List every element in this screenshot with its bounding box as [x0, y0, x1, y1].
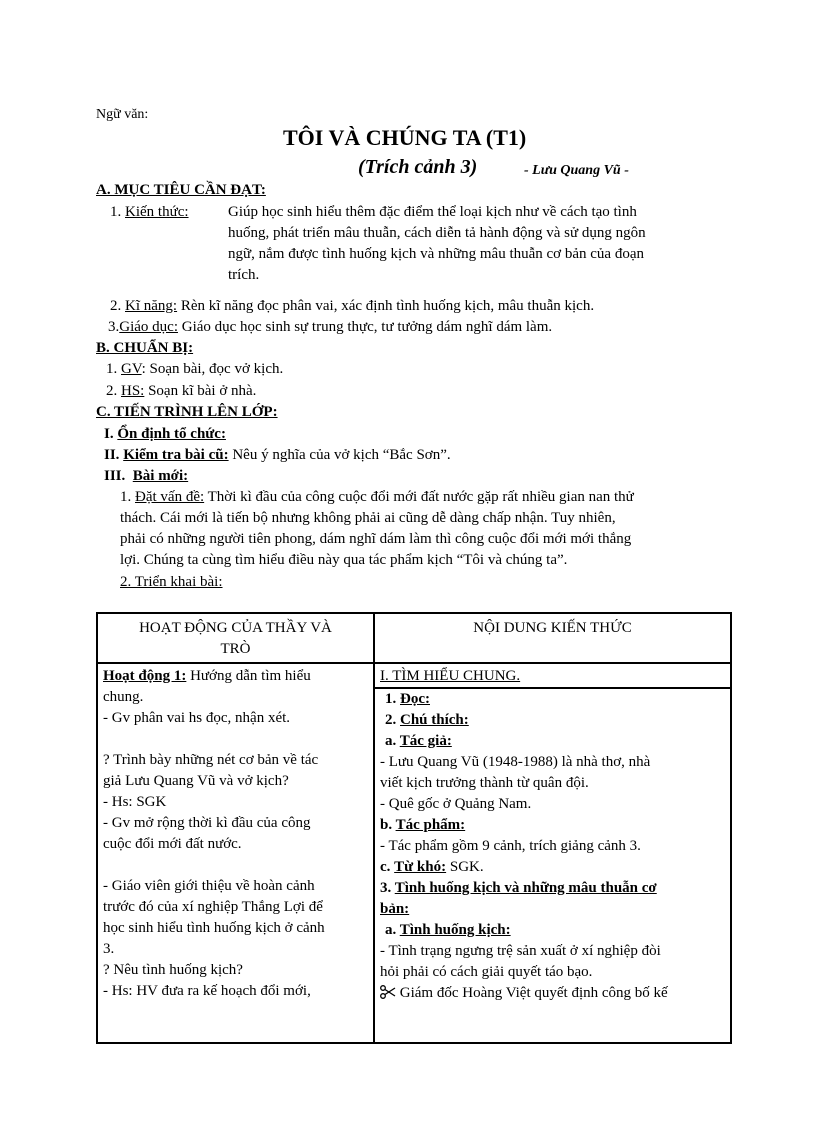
step-two-label: Kiểm tra bài cũ: [123, 447, 229, 463]
step-two-number: II. [104, 447, 120, 463]
step-one-number: I. [104, 426, 114, 442]
intro-line-4: lợi. Chúng ta cùng tìm hiểu điều này qua tác phẩm kịch “Tôi và chúng ta”. [120, 552, 568, 568]
section-a-heading [96, 180, 266, 201]
content-situation-heading: Tình huống kịch và những mâu thuẫn cơ [394, 880, 657, 896]
activity-1-text: Hướng dẫn tìm hiểu [190, 668, 311, 684]
intro-label: Đặt vấn đề: [135, 489, 205, 505]
content-section-title: I. TÌM HIỂU CHUNG. [380, 668, 521, 684]
objective-knowledge-line-1: Giúp học sinh hiểu thêm đặc điểm thể loại kịch như về cách tạo tình [228, 204, 637, 220]
content-author-heading: Tác giả: [399, 733, 452, 749]
content-line: - Lưu Quang Vũ (1948-1988) là nhà thơ, nhà [380, 754, 651, 770]
step-one [104, 424, 226, 445]
activity-line: - Hs: SGK [103, 794, 167, 810]
prep-student-number: 2. [106, 383, 118, 399]
activity-line: cuộc đổi mới đất nước. [103, 836, 242, 852]
content-num: c. [380, 859, 391, 875]
activity-line: học sinh hiểu tình huống kịch ở cảnh [103, 920, 325, 936]
content-cell [374, 663, 731, 1043]
objective-skill-label: Kĩ năng: [125, 298, 178, 314]
activity-1-label: Hoạt động 1: [103, 668, 187, 684]
objective-education-label: Giáo dục: [119, 319, 178, 335]
step-one-label: Ổn định tổ chức: [117, 426, 226, 442]
deploy-label: 2. Triển khai bài: [120, 574, 223, 590]
content-num: 1. [385, 691, 397, 707]
content-line: - Quê gốc ở Quảng Nam. [380, 796, 532, 812]
lesson-subtitle: (Trích cảnh 3) [358, 156, 478, 178]
objective-education-number: 3. [108, 319, 120, 335]
section-c-heading [96, 402, 278, 423]
intro-line-1 [120, 487, 634, 508]
activities-cell [97, 663, 374, 1043]
content-glossary-text: SGK. [449, 859, 484, 875]
content-dramatic-situation: Tình huống kịch: [399, 922, 511, 938]
scissors-icon [380, 983, 396, 1004]
activity-line: - Hs: HV đưa ra kế hoạch đổi mới, [103, 983, 311, 999]
content-num: 3. [380, 880, 392, 896]
lesson-title: TÔI VÀ CHÚNG TA (T1) [283, 125, 527, 150]
objective-skill [110, 296, 594, 317]
objective-knowledge-label: Kiến thức: [125, 204, 189, 220]
content-line: - Tình trạng ngưng trệ sản xuất ở xí nghiệp đòi [380, 943, 661, 959]
intro-line-3: phải có những người tiên phong, dám nghĩ dám làm thì công cuộc đổi mới mới thắng [120, 531, 632, 547]
header-activities-line-1: HOẠT ĐỘNG CỦA THẦY VÀ [139, 620, 332, 636]
content-work-heading: Tác phẩm: [395, 817, 466, 833]
intro-line-2: thách. Cái mới là tiến bộ nhưng không phải ai cũng dễ dàng chấp nhận. Tuy nhiên, [120, 510, 616, 526]
subject-label: Ngữ văn: [96, 107, 149, 122]
activity-line: trước đó của xí nghiệp Thắng Lợi để [103, 899, 323, 915]
content-line: viết kịch trưởng thành từ quân đội. [380, 775, 589, 791]
prep-teacher-number: 1. [106, 361, 118, 377]
content-num: b. [380, 817, 393, 833]
section-a-title: A. MỤC TIÊU CẦN ĐẠT: [96, 182, 266, 198]
deploy-heading [120, 572, 223, 593]
content-situation-heading-2: bản: [380, 901, 410, 917]
table-row [97, 663, 731, 1043]
step-three [104, 466, 188, 487]
content-num: 2. [385, 712, 397, 728]
table-header-row [97, 613, 731, 663]
header-activities [97, 613, 374, 663]
content-num: a. [385, 922, 397, 938]
header-content-text: NỘI DUNG KIẾN THỨC [473, 620, 632, 636]
activity-line: 3. [103, 941, 115, 957]
prep-teacher-label: GV [121, 361, 142, 377]
step-two [104, 445, 451, 466]
step-three-number: III. [104, 468, 126, 484]
activity-line: ? Nêu tình huống kịch? [103, 962, 243, 978]
activity-line: chung. [103, 689, 144, 705]
prep-student-label: HS: [121, 383, 145, 399]
activity-line: - Gv phân vai hs đọc, nhận xét. [103, 710, 291, 726]
activity-line: giả Lưu Quang Vũ và vở kịch? [103, 773, 289, 789]
objective-knowledge-line-4: trích. [228, 267, 260, 283]
content-line: Giám đốc Hoàng Việt quyết định công bố kế [399, 985, 668, 1001]
section-b-title: B. CHUẨN BỊ: [96, 340, 194, 356]
content-glossary-heading: Từ khó: [394, 859, 447, 875]
prep-student-text: Soạn kĩ bài ở nhà. [148, 383, 257, 399]
content-line: hỏi phải có cách giải quyết táo bạo. [380, 964, 593, 980]
objective-skill-text: Rèn kĩ năng đọc phân vai, xác định tình huống kịch, mâu thuẫn kịch. [180, 298, 595, 314]
activity-line: - Giáo viên giới thiệu về hoàn cảnh [103, 878, 315, 894]
section-b-heading [96, 338, 193, 359]
header-activities-line-2: TRÒ [220, 641, 251, 657]
author-name: - Lưu Quang Vũ - [524, 163, 629, 178]
activity-line: - Gv mở rộng thời kì đầu của công [103, 815, 311, 831]
step-three-label: Bài mới: [132, 468, 189, 484]
objective-knowledge-line-3: ngữ, nắm được tình huống kịch và những mâu thuẫn cơ bản của đoạn [228, 246, 644, 262]
objective-skill-number: 2. [110, 298, 122, 314]
prep-student [106, 381, 256, 402]
content-notes: Chú thích: [400, 712, 469, 728]
intro-number: 1. [120, 489, 132, 505]
objective-knowledge-line-2: huống, phát triển mâu thuẫn, cách diễn tả hành động và sử dụng ngôn [228, 225, 646, 241]
objective-knowledge-number: 1. [110, 204, 122, 220]
header-content [374, 613, 731, 663]
content-line: - Tác phẩm gồm 9 cảnh, trích giảng cảnh 3. [380, 838, 641, 854]
objective-education [108, 317, 552, 338]
step-two-text: Nêu ý nghĩa của vở kịch “Bắc Sơn”. [232, 447, 451, 463]
prep-teacher-text: : Soạn bài, đọc vở kịch. [141, 361, 284, 377]
lesson-table [96, 612, 732, 1044]
content-read: Đọc: [400, 691, 430, 707]
objective-education-text: Giáo dục học sinh sự trung thực, tư tưởng dám nghĩ dám làm. [181, 319, 553, 335]
activity-line: ? Trình bày những nét cơ bản về tác [103, 752, 319, 768]
prep-teacher [106, 359, 283, 380]
section-c-title: C. TIẾN TRÌNH LÊN LỚP: [96, 404, 278, 420]
content-num: a. [385, 733, 397, 749]
objective-knowledge [110, 202, 189, 223]
intro-text-1: Thời kì đầu của công cuộc đổi mới đất nước gặp rất nhiều gian nan thử [207, 489, 634, 505]
